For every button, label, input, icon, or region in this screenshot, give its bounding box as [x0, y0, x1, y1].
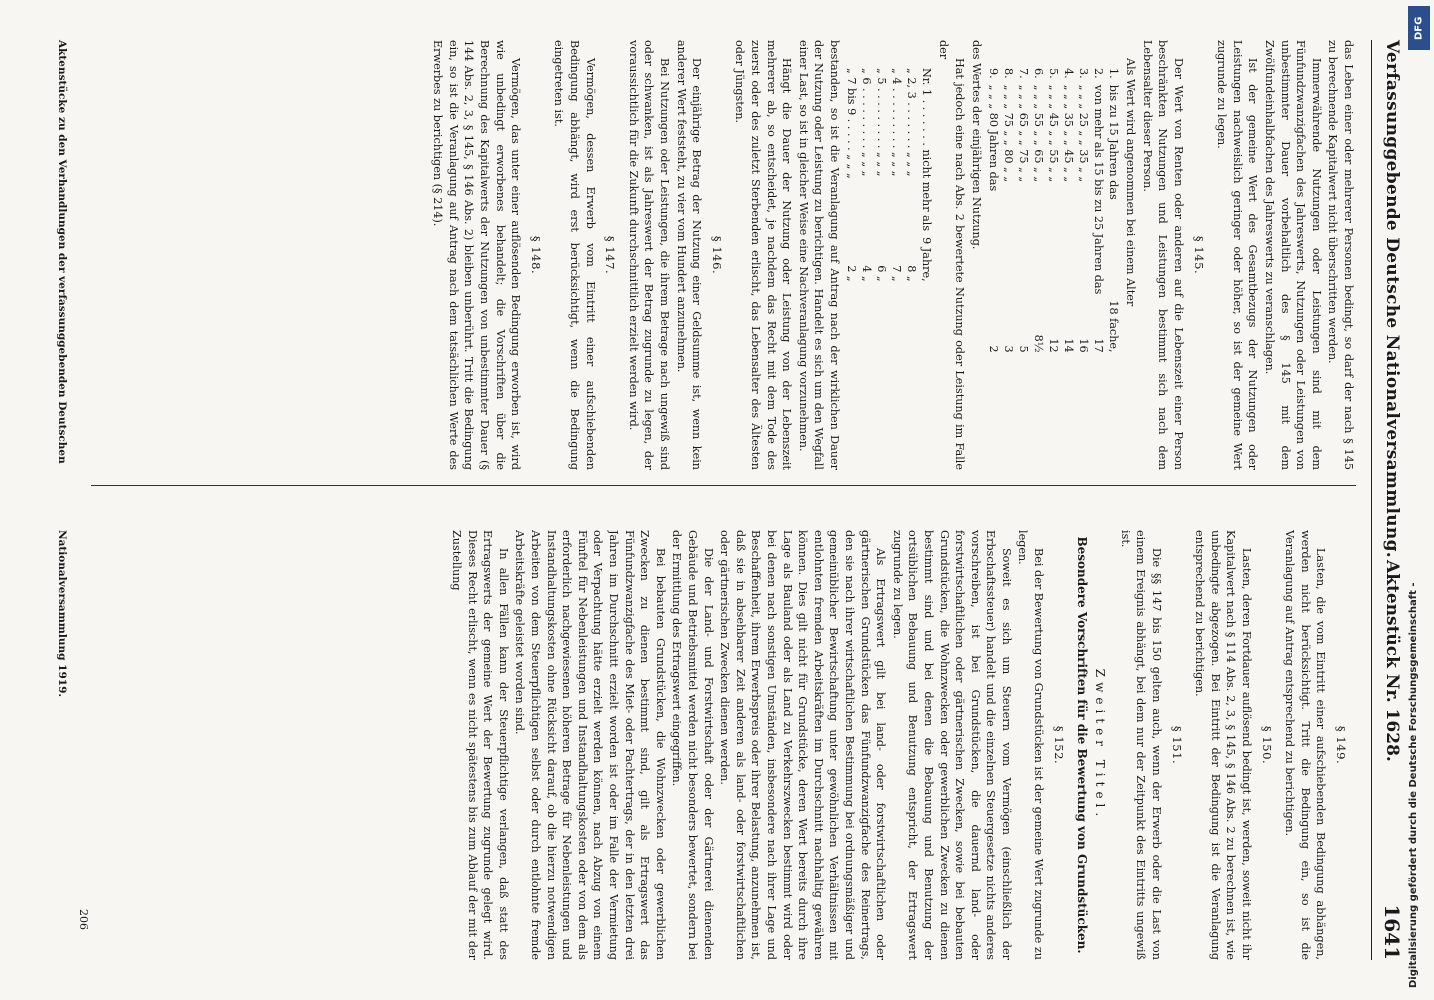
table-cell: von mehr als 15 bis zu 25 Jahren das	[1091, 84, 1105, 295]
chapter-subtitle: Besondere Vorschriften für die Bewertung von Grundstücken.	[1074, 536, 1089, 954]
section-heading-145: § 145.	[1191, 235, 1206, 275]
table-row	[1106, 68, 1121, 359]
folio-number: 206	[77, 909, 90, 930]
table-cell: „ „ „ 25 „ „ 35 „ „	[1076, 84, 1090, 183]
page-footer	[42, 40, 72, 960]
section-heading-147: § 147.	[603, 235, 618, 275]
table-cell: 4 „	[859, 265, 873, 282]
table-cell: 8 „	[904, 265, 918, 282]
paragraph: Die der Land- und Forstwirtschaft oder der Gärtnerei dienenden Gebäude und Betriebsmittel werden nicht besonders bewertet, sondern bei der Ermittlung des Ertragswert eingegriffen.	[670, 530, 715, 960]
section-heading-151: § 151.	[1169, 725, 1184, 765]
table-row	[889, 68, 904, 288]
table-cell: 3.	[1076, 68, 1090, 79]
paragraph: Bei Nutzungen oder Leistungen, die ihrem Betrage nach ungewiß sind oder schwanken, ist als Jahreswert der Betrag zugrunde zu legen, der voraussichtlich für die Zukunft durchschnittlich erzielt werden wird.	[626, 40, 671, 470]
paragraph: Ist der gemeine Wert des Gesamtbezugs der Nutzungen oder Leistungen nachweislich geringer oder höher, so ist der gemeine Wert zugrunde zu legen.	[1215, 40, 1260, 470]
paragraph: In allen Fällen kann der Steuerpflichtige verlangen, daß statt des Ertragswerts der gemeine Wert der Bewertung zugrunde gelegt wird. Dieses Recht erlischt, wenn es nicht spätestens bis zum Ablauf der mit der Zustellung	[450, 530, 510, 960]
table-cell: 6 „	[874, 265, 888, 282]
table-cell: „ „ „ 65 „ „ 75 „ „	[1016, 84, 1030, 183]
age-table	[986, 68, 1121, 359]
table-cell: 2	[986, 345, 1000, 353]
paragraph: Vermögen, dessen Erwerb vom Eintritt einer aufschiebenden Bedingung abhängt, wird erst berücksichtigt, wenn die Bedingung eingetreten ist.	[552, 40, 597, 470]
table-cell: 8.	[1001, 68, 1015, 79]
paragraph: Vermögen, das unter einer auflösenden Bedingung erworben ist, wird wie unbedingt erworbenes behandelt; die Vorschriften über die Berechnung des Kapitalwerts der Nutzungen von unbestimmter Dauer (§ 144 Abs. 2, 3, § 145, § 146 Abs. 2) bleiben unberührt. Tritt die Bedingung ein, so ist die Veranlagung auf Antrag nach dem tatsächlichen Werte des Erwerbes zu berichtigen (§ 214).	[431, 40, 523, 470]
table-cell: 16	[1076, 338, 1090, 353]
paragraph: Lasten, die vom Eintritt einer aufschiebenden Bedingung abhängen, werden nicht berücksichtigt. Tritt die Bedingung ein, so ist die Veranlagung auf Antrag entsprechend zu berichtigen.	[1283, 530, 1328, 960]
table-cell: 7.	[1016, 68, 1030, 79]
table-row	[986, 68, 1001, 359]
table-cell: 4.	[1061, 68, 1075, 79]
running-header	[1371, 40, 1406, 960]
left-column	[76, 40, 1356, 470]
table-cell: 7 „	[889, 265, 903, 282]
paragraph: Der Wert von Renten oder anderen auf die Lebenszeit einer Person beschränkten Nutzungen und Leistungen bestimmt sich nach dem Lebensalter dieser Person.	[1140, 40, 1186, 470]
table-cell: „ 4 . . . . . . . . . „ „ „	[889, 68, 903, 177]
table-row	[1016, 68, 1031, 359]
table-cell: bis zu 15 Jahren das	[1106, 84, 1120, 200]
section-heading-146: § 146.	[709, 235, 724, 275]
table-row	[1001, 68, 1016, 359]
section-heading-149: § 149.	[1334, 725, 1348, 765]
table-row	[1031, 68, 1046, 359]
header-title: Verfassunggebende Deutsche Nationalversammlung.	[1382, 40, 1402, 558]
section-heading-150: § 150.	[1259, 725, 1274, 765]
paragraph: Soweit es sich um Steuern vom Vermögen (einschließlich der Erbschaftssteuer) handelt und die einzelnen Steuergesetze nichts anderes vorschreiben, ist bei Grundstücken, die dauernd land- oder forstwirtschaftlichen oder gärtnerischen Zwecken, sowie bei bebauten Grundstücken, die Wohnzwecken oder gewerblichen Zwecken zu dienen bestimmt sind und bei denen die Bebauung und Benutzung der ortsüblichen Bebauung und Benutzung entspricht, der Ertragswert zugrunde zu legen.	[890, 530, 1013, 960]
table-cell: „ „ „ 75 „ „ 80 „ „	[1001, 84, 1015, 183]
right-column	[76, 530, 1356, 960]
table-cell: „ „ „ 35 „ „ 45 „ „	[1061, 84, 1075, 183]
table-cell: „ 5 . . . . . . . . . „ „ „	[874, 68, 888, 177]
paragraph: Bei bebauten Grundstücken, die Wohnzwecken oder gewerblichen Zwecken zu dienen bestimmt sind, gilt als Ertragswert das Fünfundzwanzigfache des Miet- oder Pachtertrags, der in den letzten drei Jahren im Durchschnitt erzielt worden ist oder im Falle der Vermietung oder Verpachtung hätte erzielt werden können, nach Abzug von einem Fünftel für Nebenleistungen und Instandhaltungskosten oder von dem als erforderlich nachgewiesenen höheren Betrage für Nebenleistungen und Instandhaltungskosten ohne Rücksicht darauf, ob die hierzu notwendigen Arbeiten von dem Steuerpflichtigen selbst oder durch entlohnte fremde Arbeitskräfte geleistet worden sind.	[513, 530, 667, 960]
table-row	[859, 68, 874, 288]
dfg-logo-badge: DFG	[1408, 6, 1430, 50]
table-cell: 17	[1091, 338, 1105, 353]
paragraph: Der einjährige Betrag der Nutzung einer Geldsumme ist, wenn kein anderer Wert feststeht, zu vier vom Hundert anzunehmen.	[674, 40, 704, 470]
paragraph: Lasten, deren Fortdauer auflösend bedingt ist, werden, soweit nicht ihr Kapitalwert nach § 114 Abs. 2, 3, § 145, § 146 Abs. 2 zu berechnen ist, wie unbedingte abgezogen. Bei Eintritt der Bedingung ist die Veranlagung entsprechend zu berichtigen.	[1193, 530, 1254, 960]
table-cell: 5	[1016, 345, 1030, 353]
table-cell: „ „ „ 45 „ „ 55 „ „	[1046, 84, 1060, 183]
footer-left: Aktenstücke zu den Verhandlungen der verfassunggebenden Deutschen	[56, 40, 68, 464]
table-row	[904, 68, 919, 288]
table-cell: 3	[1001, 345, 1015, 353]
table-cell: 12	[1046, 338, 1060, 353]
paragraph: Hängt die Dauer der Nutzung oder Leistung von der Lebenszeit mehrerer ab, so entscheidet, je nachdem das Recht mit dem Tode des zuerst oder des zuletzt Sterbenden erlischt, das Lebensalter des Ältesten oder Jüngsten.	[733, 40, 794, 470]
dfg-side-strip	[1404, 0, 1434, 1000]
page-number: 1641	[1380, 904, 1404, 960]
paragraph: Die §§ 147 bis 150 gelten auch, wenn der Erwerb oder die Last von einem Ereignis abhängt, bei dem nur der Zeitpunkt des Eintritts ungewiß ist.	[1118, 530, 1164, 960]
table-row	[1061, 68, 1076, 359]
section-heading-152: § 152.	[1051, 725, 1066, 765]
paragraph: des Wertes der einjährigen Nutzung.	[969, 40, 983, 250]
table-cell: Nr. 1 . . . . . . . nicht mehr als	[919, 68, 933, 232]
paragraph: bestanden, so ist die Veranlagung auf Antrag nach der wirklichen Dauer der Nutzung oder Leistung zu berichtigen. Handelt es sich um den Wegfall einer Last, so ist in gleicher Weise eine Nachveranlagung vorzunehmen.	[796, 40, 841, 470]
table-cell: 2 „	[844, 265, 858, 282]
header-document-number: Aktenstück Nr. 1628.	[1382, 560, 1402, 762]
table-cell: „ 2, 3 . . . . . . . „ „ „	[904, 68, 918, 177]
table-cell: 14	[1061, 338, 1075, 353]
table-row	[919, 68, 934, 288]
paragraph: Bei der Bewertung von Grundstücken ist der gemeine Wert zugrunde zu legen.	[1016, 530, 1046, 960]
table-cell: 5.	[1046, 68, 1060, 79]
dfg-funding-note: Digitalisierung gefördert durch die Deutsche Forschungsgemeinschaft -	[1408, 582, 1419, 988]
nr-table	[844, 68, 934, 288]
paragraph: Als Ertragswert gilt bei land- oder forstwirtschaftlichen oder gärtnerischen Grundstücken das Fünfundzwanzigfache des Reinertrags, den sie nach ihrer wirtschaftlichen Bestimmung bei ordnungsmäßiger und gemeinüblicher Bewirtschaftung unter gewöhnlichen Verhältnissen mit entlohnten fremden Arbeitskräften im Durchschnitt nachhaltig gewähren können. Dies gilt nicht für Grundstücke, deren Wert bereits durch ihre Lage als Bauland oder als Land zu Verkehrszwecken bestimmt wird oder bei denen nach sonstigen Umständen, insbesondere nach ihrer Lage und Beschaffenheit, ihrem Erwerbspreis oder ihrer Belastung, anzunehmen ist, daß sie in absehbarer Zeit anderen als land- oder forstwirtschaftlichen oder gärtnerischen Zwecken dienen werden.	[718, 530, 888, 960]
table-cell: 9 Jahre,	[919, 237, 933, 282]
paragraph: das Leben einer oder mehrerer Personen bedingt, so darf der nach § 145 zu berechnende Kapitalwert nicht überschritten werden.	[1326, 40, 1355, 470]
paragraph: Immerwährende Nutzungen oder Leistungen sind mit dem Fünfundzwanzigfachen des Jahreswerts, Nutzungen oder Leistungen von unbestimmter Dauer vorbehaltlich des § 145 mit dem Zwölfundeinhalbfachen des Jahreswerts zu veranschlagen.	[1263, 40, 1323, 470]
table-cell: „ 7 bis 9 . . . . . „ „ „	[844, 68, 858, 179]
paragraph: Hat jedoch eine nach Abs. 2 bewertete Nutzung oder Leistung im Falle der	[937, 40, 967, 470]
footer-right: Nationalversammlung 1919.	[56, 530, 68, 698]
table-cell: 18 fache,	[1106, 300, 1120, 353]
table-cell: 1.	[1106, 68, 1120, 79]
table-row	[1091, 68, 1106, 359]
chapter-title: Zweiter Titel.	[1093, 668, 1108, 822]
paragraph: Als Wert wird angenommen bei einem Alter	[1124, 58, 1138, 307]
table-row	[844, 68, 859, 288]
table-cell: 2.	[1091, 68, 1105, 79]
table-cell: „ „ „ 80 Jahren das	[986, 84, 1000, 192]
section-heading-148: § 148.	[528, 235, 543, 275]
table-row	[874, 68, 889, 288]
table-cell: 6.	[1031, 68, 1045, 79]
table-cell: 8½	[1031, 334, 1045, 353]
table-cell: 9.	[986, 68, 1000, 79]
column-divider	[91, 485, 1356, 486]
table-row	[1076, 68, 1091, 359]
table-cell: „ 6 . . . . . . . . . „ „ „	[859, 68, 873, 177]
table-row	[1046, 68, 1061, 359]
table-cell: „ „ „ 55 „ „ 65 „ „	[1031, 84, 1045, 183]
